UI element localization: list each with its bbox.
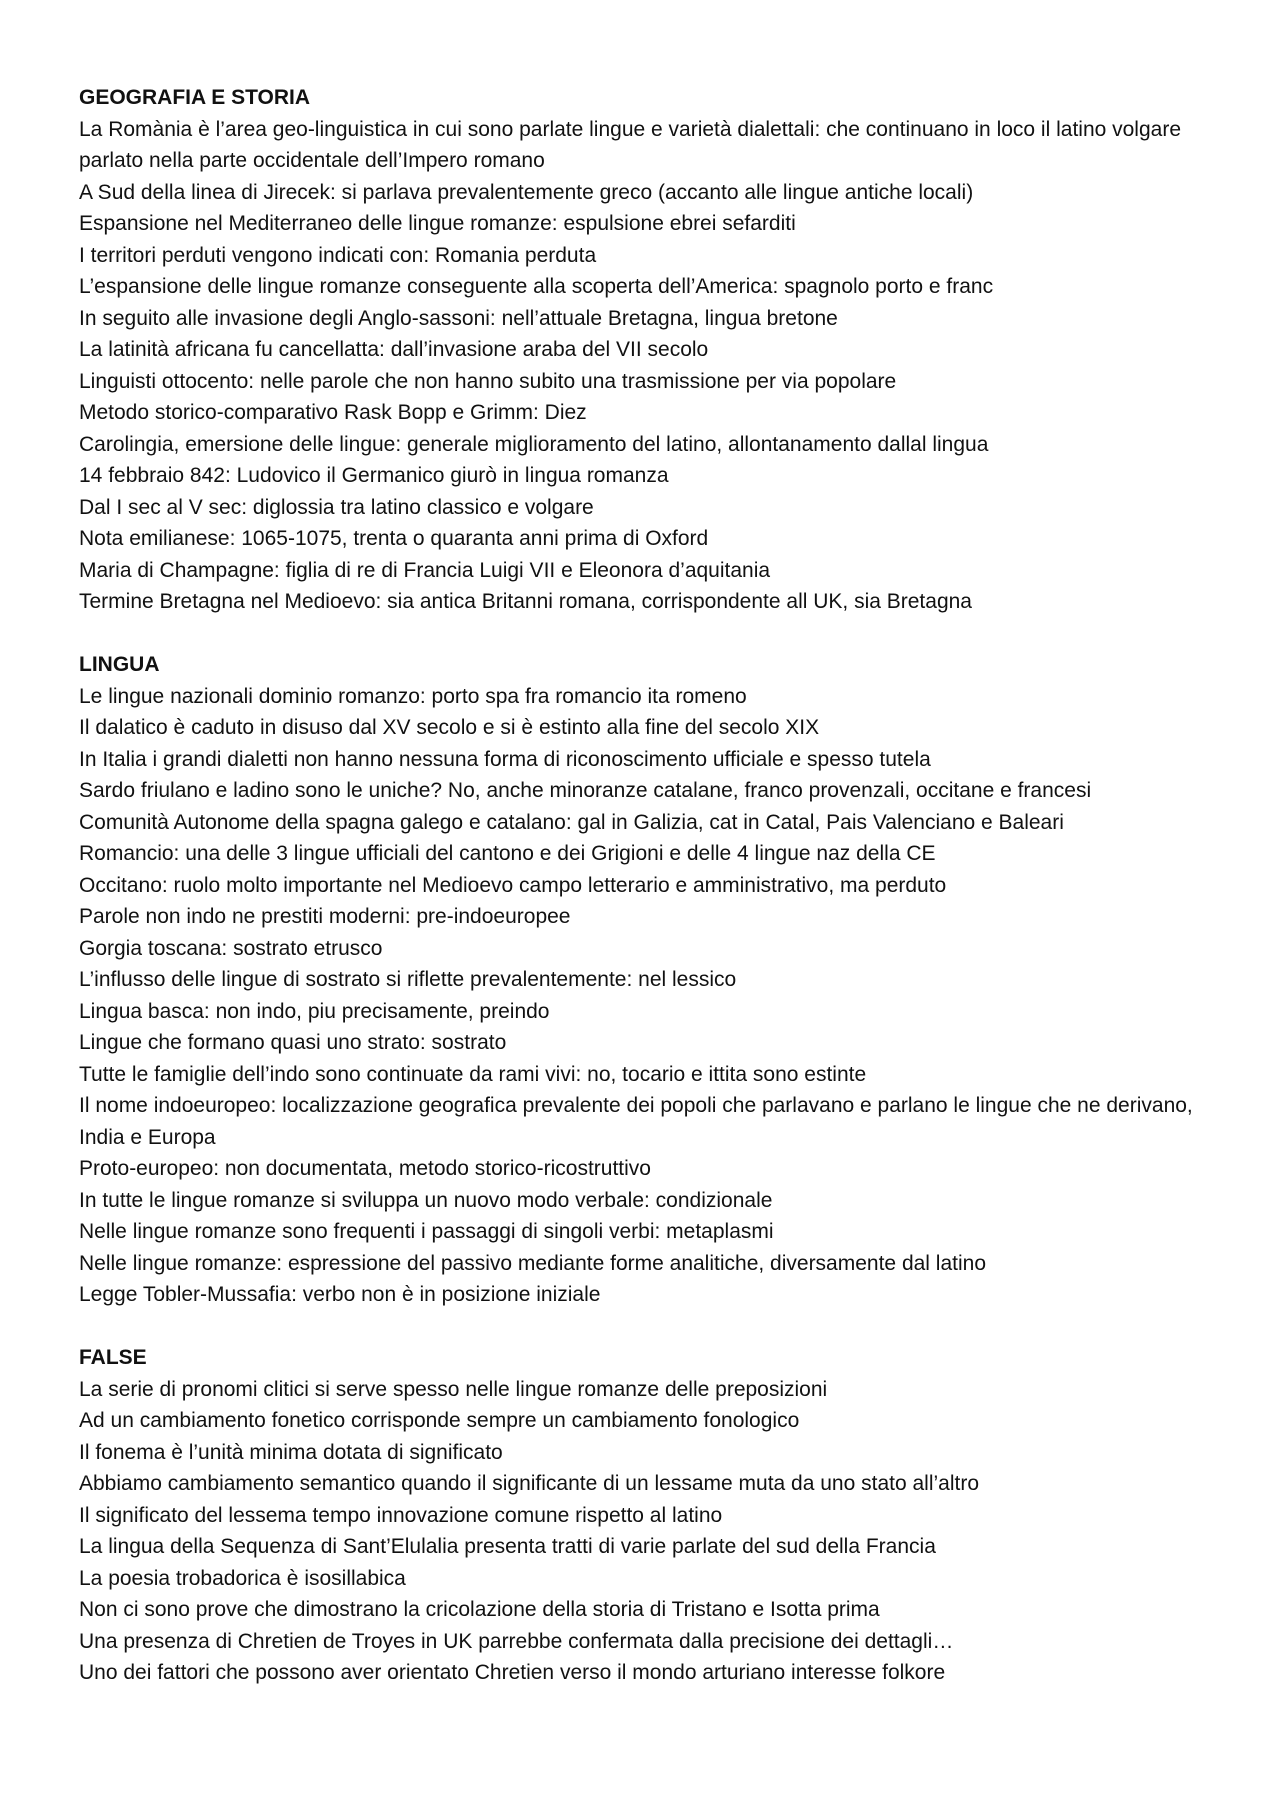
text-line: Maria di Champagne: figlia di re di Francia Luigi VII e Eleonora d’aquitania	[79, 558, 771, 582]
text-line: La serie di pronomi clitici si serve spesso nelle lingue romanze delle preposizioni	[79, 1377, 828, 1401]
text-line: Lingua basca: non indo, piu precisamente, preindo	[79, 999, 550, 1023]
text-line: Abbiamo cambiamento semantico quando il significante di un lessame muta da uno stato all’altro	[79, 1472, 980, 1495]
text-line: Espansione nel Mediterraneo delle lingue romanze: espulsione ebrei sefarditi	[79, 212, 796, 235]
text-line: Dal I sec al V sec: diglossia tra latino classico e volgare	[79, 495, 594, 519]
text-line: La lingua della Sequenza di Sant’Elulalia presenta tratti di varie parlate del sud della Francia	[79, 1535, 936, 1558]
text-line: Occitano: ruolo molto importante nel Medioevo campo letterario e amministrativo, ma perduto	[79, 873, 947, 897]
text-line: L’espansione delle lingue romanze conseguente alla scoperta dell’America: spagnolo porto e franc	[79, 275, 994, 298]
text-line: La poesia trobadorica è isosillabica	[79, 1566, 406, 1590]
section-lines	[79, 681, 1219, 1311]
section-lingua	[79, 649, 1219, 1311]
text-line: In tutte le lingue romanze si sviluppa un nuovo modo verbale: condizionale	[79, 1188, 773, 1212]
text-line: Le lingue nazionali dominio romanzo: porto spa fra romancio ita romeno	[79, 684, 747, 708]
section-heading: FALSE	[79, 1346, 147, 1369]
text-line: Il significato del lessema tempo innovazione comune rispetto al latino	[79, 1503, 723, 1527]
text-line: Ad un cambiamento fonetico corrisponde sempre un cambiamento fonologico	[79, 1409, 800, 1432]
text-line: Nelle lingue romanze sono frequenti i passaggi di singoli verbi: metaplasmi	[79, 1220, 774, 1243]
text-line: A Sud della linea di Jirecek: si parlava prevalentemente greco (accanto alle lingue antiche locali)	[79, 180, 974, 204]
text-line: Proto-europeo: non documentata, metodo storico-ricostruttivo	[79, 1157, 651, 1180]
section-geografia-e-storia	[79, 82, 1219, 618]
text-line: Lingue che formano quasi uno strato: sostrato	[79, 1031, 507, 1054]
section-heading: GEOGRAFIA E STORIA	[79, 86, 311, 109]
section-false	[79, 1342, 1219, 1689]
text-line: Nelle lingue romanze: espressione del passivo mediante forme analitiche, diversamente dal latino	[79, 1251, 986, 1275]
text-line: La Romània è l’area geo-linguistica in cui sono parlate lingue e varietà dialettali: che continuano in loco il latino volgare parlato nella parte occidentale dell’Impero romano	[79, 117, 1182, 172]
text-line: Carolingia, emersione delle lingue: generale miglioramento del latino, allontanamento dallal lingua	[79, 432, 989, 456]
text-line: Sardo friulano e ladino sono le uniche? No, anche minoranze catalane, franco provenzali, occitane e francesi	[79, 779, 1092, 802]
text-line: Il nome indoeuropeo: localizzazione geografica prevalente dei popoli che parlavano e parlano le lingue che ne derivano, India e Europa	[79, 1094, 1193, 1149]
text-line: Tutte le famiglie dell’indo sono continuate da rami vivi: no, tocario e ittita sono estinte	[79, 1062, 867, 1086]
text-line: Legge Tobler-Mussafia: verbo non è in posizione iniziale	[79, 1283, 601, 1306]
text-line: In Italia i grandi dialetti non hanno nessuna forma di riconoscimento ufficiale e spesso tutela	[79, 747, 931, 771]
text-line: La latinità africana fu cancellatta: dall’invasione araba del VII secolo	[79, 338, 709, 361]
text-line: Una presenza di Chretien de Troyes in UK parrebbe confermata dalla precisione dei dettagli…	[79, 1629, 954, 1653]
section-heading: LINGUA	[79, 653, 160, 676]
text-line: Comunità Autonome della spagna galego e catalano: gal in Galizia, cat in Catal, Pais Valenciano e Baleari	[79, 810, 1064, 834]
text-line: Il dalatico è caduto in disuso dal XV secolo e si è estinto alla fine del secolo XIX	[79, 716, 820, 739]
text-line: Il fonema è l’unità minima dotata di significato	[79, 1440, 503, 1464]
text-line: Linguisti ottocento: nelle parole che non hanno subito una trasmissione per via popolare	[79, 369, 897, 393]
section-lines	[79, 114, 1219, 618]
text-line: Gorgia toscana: sostrato etrusco	[79, 936, 383, 960]
text-line: Uno dei fattori che possono aver orientato Chretien verso il mondo arturiano interesse folkore	[79, 1661, 946, 1684]
text-line: Non ci sono prove che dimostrano la cricolazione della storia di Tristano e Isotta prima	[79, 1598, 880, 1621]
text-line: Parole non indo ne prestiti moderni: pre-indoeuropee	[79, 905, 571, 928]
text-line: Romancio: una delle 3 lingue ufficiali del cantono e dei Grigioni e delle 4 lingue naz della CE	[79, 842, 936, 865]
text-line: Metodo storico-comparativo Rask Bopp e Grimm: Diez	[79, 401, 587, 424]
text-line: Nota emilianese: 1065-1075, trenta o quaranta anni prima di Oxford	[79, 527, 709, 550]
text-line: 14 febbraio 842: Ludovico il Germanico giurò in lingua romanza	[79, 464, 669, 487]
text-line: L’influsso delle lingue di sostrato si riflette prevalentemente: nel lessico	[79, 968, 737, 991]
text-line: I territori perduti vengono indicati con: Romania perduta	[79, 243, 597, 267]
text-line: In seguito alle invasione degli Anglo-sassoni: nell’attuale Bretagna, lingua bretone	[79, 306, 838, 330]
text-line: Termine Bretagna nel Medioevo: sia antica Britanni romana, corrispondente all UK, sia Bretagna	[79, 590, 972, 613]
section-lines	[79, 1374, 1219, 1689]
document-page	[79, 82, 1219, 1720]
